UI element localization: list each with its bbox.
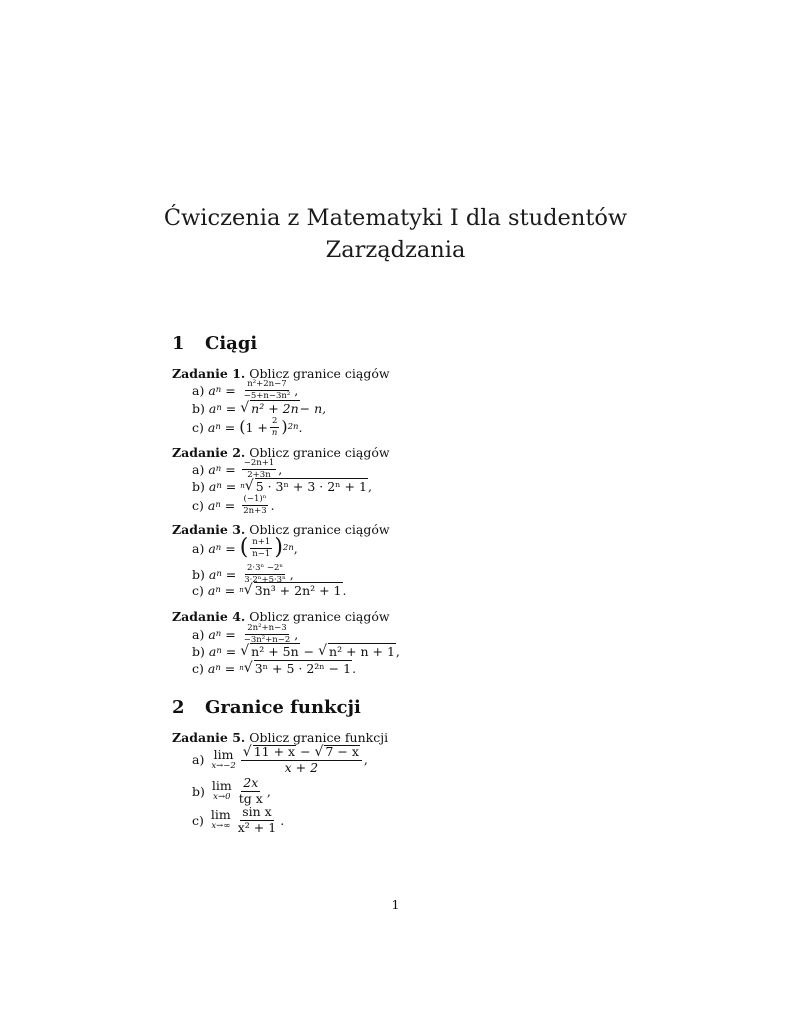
task-label: Zadanie 1. (172, 366, 246, 381)
task-heading-5 (172, 730, 388, 745)
title-line-1: Ćwiczenia z Matematyki I dla studentów (163, 205, 628, 231)
formula-1a: a) a n = $\frac{\text{n²+2n−7}}{\text{−5+n−3n²}}$ , (192, 379, 299, 401)
formula-4a: a) a n = $\frac{\text{2n²+n−3}}{\text{−3n²+n−2}}$ , (192, 623, 299, 645)
task-label: Zadanie 2. (172, 445, 246, 460)
formula-3a: a) a n = ( $\frac{n+1}{n-1}$ ) 2n , (192, 535, 298, 560)
formula-4c: c) a n = n √ 3ⁿ + 5 · 2²ⁿ − 1 . (192, 660, 357, 676)
formula-3c: c) a n = n √ 3n³ + 2n² + 1 . (192, 582, 347, 598)
task-heading-4 (172, 609, 390, 624)
page-number: 1 (391, 897, 400, 912)
formula-4b: b) a n = √ n² + 5n − √ n² + n + 1 , (192, 643, 400, 659)
formula-5a: a) lim x→−2 $\frac{√ 11 + x - √ 7 - x}{x + 2}$ , (192, 744, 368, 775)
task-text: Oblicz granice ciągów (249, 445, 390, 460)
task-text: Oblicz granice ciągów (249, 609, 390, 624)
section-title: Ciągi (205, 333, 258, 354)
title-line-2: Zarządzania (325, 237, 466, 263)
section-number: 1 (172, 333, 185, 354)
task-text: Oblicz granice funkcji (249, 730, 389, 745)
formula-2c: c) a n = $\frac{\text{(−1)ⁿ}}{2n+3}$ . (192, 494, 275, 516)
task-heading-2 (172, 445, 390, 460)
task-text: Oblicz granice ciągów (249, 522, 390, 537)
formula-5b: b) lim x→0 $\frac{2x}{\text{tg x}}$ , (192, 775, 271, 806)
formula-2b: b) a n = n √ 5 · 3ⁿ + 3 · 2ⁿ + 1 , (192, 478, 372, 494)
section-heading-1 (172, 333, 257, 354)
formula-2a: a) a n = $\frac{-2n+1}{2+3n}$ , (192, 458, 283, 480)
task-label: Zadanie 5. (172, 730, 246, 745)
formula-5c: c) lim x→∞ $\frac{\text{sin x}}{\text{x² + 1}}$ . (192, 804, 285, 835)
formula-1b: b) a n = √ n² + 2n − n, (192, 400, 327, 416)
section-number: 2 (172, 697, 185, 718)
document-title (0, 202, 791, 266)
formula-3b: b) a n = $\frac{\text{2·3ⁿ −2ⁿ}}{\text{3·2ⁿ+5·3ⁿ}}$ , (192, 563, 294, 585)
formula-1c: c) a n = ( 1 + $\frac{2}{n}$ ) 2n . (192, 416, 303, 438)
task-label: Zadanie 4. (172, 609, 246, 624)
task-text: Oblicz granice ciągów (249, 366, 390, 381)
task-label: Zadanie 3. (172, 522, 246, 537)
fraction: $\frac{\text{n²+2n−7}}{\text{−5+n−3n²}}$ (243, 379, 291, 401)
section-title: Granice funkcji (205, 697, 361, 718)
section-heading-2 (172, 697, 361, 718)
